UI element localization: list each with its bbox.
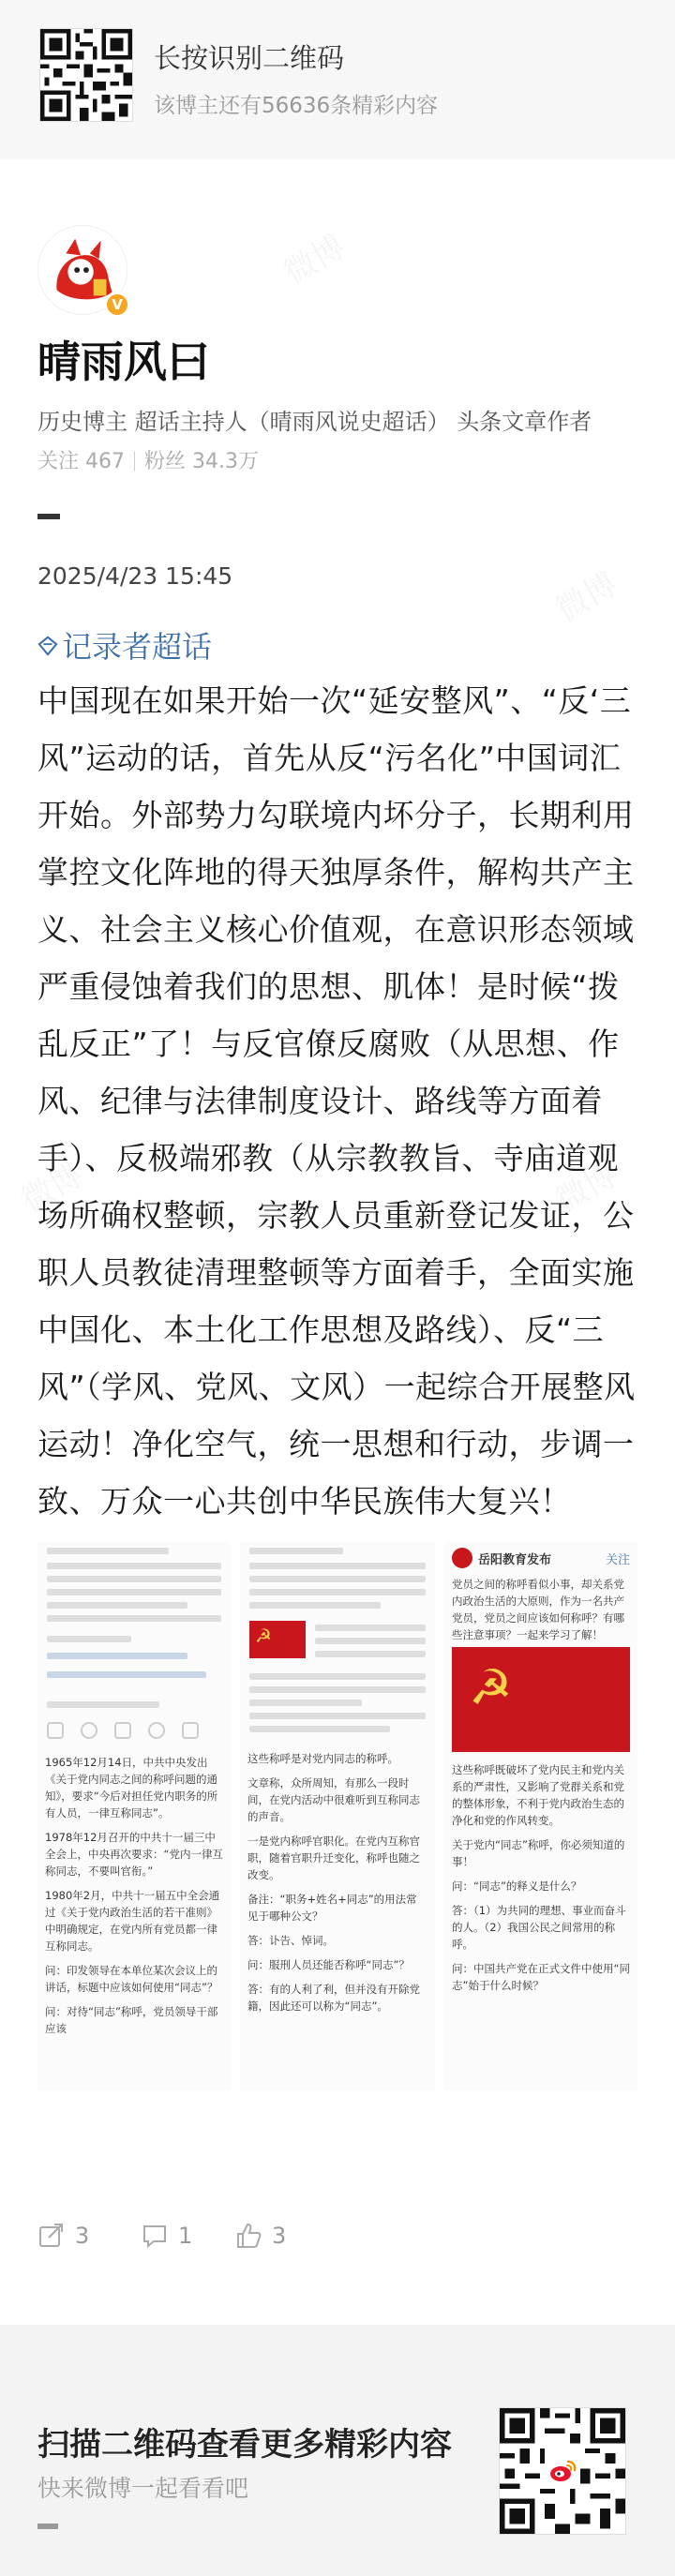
- comment-count: 1: [178, 2223, 193, 2249]
- image-text: 这些称呼既破坏了党内民主和党内关系的严肃性，又影响了党群关系和党的整体形象，不利于党内政治生态的净化和党的作风转变。 关于党内“同志”称呼，你必须知道的事！ 问：“同志”的释义是什么？ 答：（1）为共同的理想、事业而奋斗的人。（2）我国公民之间常用的称呼。 问：中国共产党在正式文件中使用“同志”始于什么时候？: [452, 1763, 630, 1992]
- repost-icon: [38, 2222, 66, 2250]
- party-flag-image: [452, 1647, 630, 1752]
- qr-banner: [0, 0, 675, 159]
- author-description: 历史博主 超话主持人（晴雨风说史超话） 头条文章作者: [38, 409, 592, 435]
- image-text: 1965年12月14日，中共中央发出《关于党内同志之间的称呼问题的通知》，要求“今后对担任党内职务的所有人员，一律互称同志”。 1978年12月召开的中共十一届三中全会上，中央再次要求：“党内一律互称同志，不要叫官衔。” 1980年2月，中共十一届五中全会通过《关于党内政治生活的若干准则》中明确规定，在党内所有党员都一律互称同志。 问：印发领导在本单位某次会议上的讲话，标题中应该如何使用“同志”？ 问：对待“同志”称呼，党员领导干部应该: [45, 1756, 223, 2035]
- topic-label: 记录者超话: [62, 629, 213, 665]
- watermark: [274, 221, 352, 292]
- author-stats: [38, 445, 259, 474]
- qr-banner-title: 长按识别二维码: [154, 42, 345, 74]
- like-button[interactable]: [234, 2222, 286, 2250]
- post-body: 中国现在如果开始一次“延安整风”、“反‘三风”运动的话，首先从反“污名化”中国词汇开始。外部势力勾联境内坏分子，长期利用掌控文化阵地的得天独厚条件，解构共产主义、社会主义核心价值观，在意识形态领域严重侵蚀着我们的思想、肌体！是时候“拨乱反正”了！与反官僚反腐败（从思想、作风、纪律与法律制度设计、路线等方面着手）、反极端邪教（从宗教教旨、寺庙道观场所确权整顿，宗教人员重新登记发证，公职人员教徒清理整顿等方面着手，全面实施中国化、本土化工作思想及路线）、反“三风”（学风、党风、文风）一起综合开展整风运动！净化空气，统一思想和行动，步调一致、万众一心共创中华民族伟大复兴！: [38, 682, 636, 1520]
- bottom-banner-title: 扫描二维码查看更多精彩内容: [38, 2426, 452, 2464]
- qr-code[interactable]: [39, 28, 133, 122]
- post-image-1[interactable]: [38, 1542, 231, 2090]
- comment-icon: [141, 2222, 169, 2250]
- toolbar-icons: [47, 1722, 199, 1739]
- hammer-sickle-icon: ☭: [469, 1660, 513, 1716]
- party-flag-image: [249, 1621, 306, 1658]
- hammer-sickle-icon: ☭: [255, 1625, 272, 1647]
- bottom-qr-banner: [0, 2325, 675, 2576]
- fans-count[interactable]: 粉丝 34.3万: [144, 450, 259, 473]
- author-name[interactable]: 晴雨风曰: [38, 337, 210, 387]
- action-bar: [38, 2222, 638, 2259]
- post-image-3[interactable]: [444, 1542, 638, 2090]
- comment-button[interactable]: [141, 2222, 192, 2250]
- section-divider: [38, 514, 60, 519]
- thumbs-up-icon: [234, 2222, 262, 2250]
- qr-banner-subtitle: 该博主还有56636条精彩内容: [154, 94, 439, 118]
- post-image-grid: [0, 1542, 675, 2090]
- follow-count[interactable]: 关注 467: [38, 450, 125, 473]
- image-text: 党员之间的称呼看似小事，却关系党内政治生活的大原则，作为一名共产党员，党员之间应该如何称呼？有哪些注意事项？一起来学习了解！: [452, 1578, 624, 1641]
- bottom-divider: [38, 2524, 58, 2529]
- watermark: [546, 559, 623, 630]
- image-text: 这些称呼是对党内同志的称呼。 文章称，众所周知，有那么一段时间，在党内活动中很难听到互称同志的声音。 一是党内称呼官职化。在党内互称官职，随着官职升迁变化，称呼也随之改变。 备注：“职务+姓名+同志”的用法常见于哪种公文？ 答：讣告、悼词。 问：服刑人员还能否称呼“同志”？ 答：有的人利了利，但并没有开除党籍，因此还可以称为“同志”。: [248, 1752, 420, 2013]
- post-image-2[interactable]: [240, 1542, 435, 2090]
- qr-code-icon: [40, 29, 132, 121]
- account-avatar: [452, 1548, 472, 1568]
- image-account-name: 岳阳教育发布: [478, 1553, 552, 1567]
- image-follow-label: 关注: [605, 1553, 630, 1567]
- bottom-banner-subtitle: 快来微博一起看看吧: [38, 2475, 249, 2502]
- verified-badge: V: [105, 292, 129, 317]
- super-topic-icon: [38, 636, 58, 656]
- repost-count: 3: [75, 2223, 90, 2249]
- stats-divider: [134, 452, 135, 471]
- weibo-logo-icon: [546, 2454, 579, 2488]
- like-count: 3: [272, 2223, 287, 2249]
- topic-link[interactable]: [38, 623, 212, 666]
- repost-button[interactable]: [38, 2222, 89, 2250]
- post-date: 2025/4/23 15:45: [38, 562, 233, 590]
